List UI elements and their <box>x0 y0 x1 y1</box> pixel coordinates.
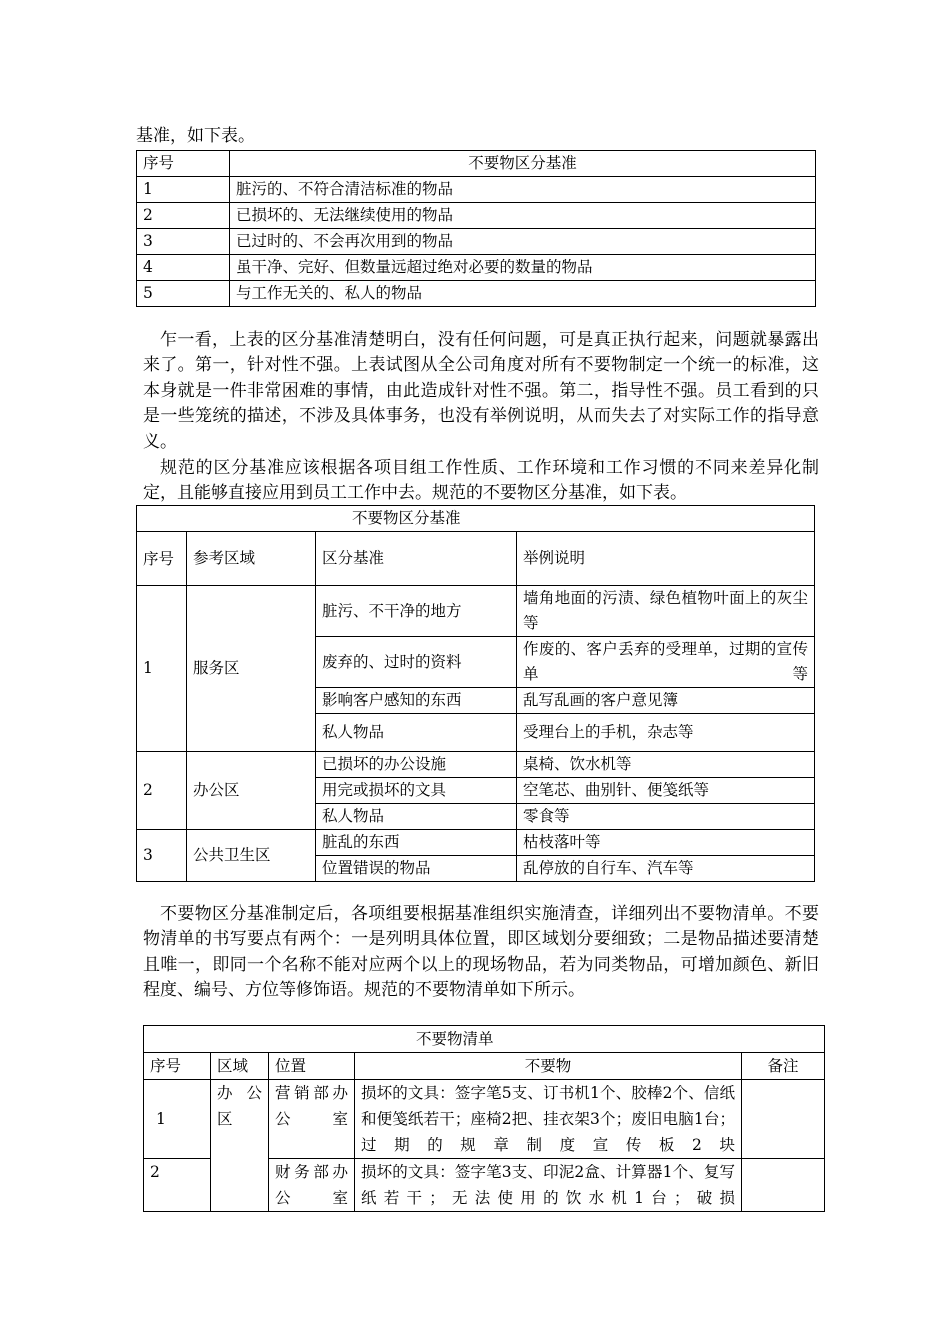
header-cell: 不要物区分基准 <box>230 151 816 177</box>
unneeded-items-list-table <box>143 1025 825 1212</box>
header-cell: 位置 <box>269 1053 355 1080</box>
example-cell: 桌椅、饮水机等 <box>517 752 815 778</box>
header-cell: 备注 <box>742 1053 825 1080</box>
row-number: 4 <box>137 255 230 281</box>
row-number: 3 <box>137 229 230 255</box>
example-cell: 墙角地面的污渍、绿色植物叶面上的灰尘等 <box>517 586 815 637</box>
header-cell: 序号 <box>137 151 230 177</box>
location-cell: 营销部办公室 <box>269 1080 355 1159</box>
header-cell: 区分基准 <box>316 532 517 586</box>
table-row <box>137 752 815 778</box>
area-name: 办公区 <box>187 752 316 830</box>
criteria-table-by-area <box>136 505 815 882</box>
area-name: 公共卫生区 <box>187 830 316 882</box>
example-cell: 乱停放的自行车、汽车等 <box>517 856 815 882</box>
criteria-cell: 已损坏的办公设施 <box>316 752 517 778</box>
header-cell: 序号 <box>137 532 187 586</box>
header-cell: 区域 <box>211 1053 269 1080</box>
table-title: 不要物清单 <box>144 1026 825 1053</box>
table-row <box>144 1080 825 1159</box>
intro-line: 基准，如下表。 <box>136 126 255 146</box>
example-cell: 受理台上的手机，杂志等 <box>517 714 815 752</box>
table-row <box>137 281 816 307</box>
header-cell: 举例说明 <box>517 532 815 586</box>
table-title: 不要物区分基准 <box>137 506 815 532</box>
paragraph-inventory: 不要物区分基准制定后，各项组要根据基准组织实施清查，详细列出不要物清单。不要物清单的书写要点有两个：一是列明具体位置，即区域划分要细致；二是物品描述要清楚且唯一，即同一个名称不能对应两个以上的现场物品，若为同类物品，可增加颜色、新旧程度、编号、方位等修饰语。规范的不要物清单如下所示。 <box>143 904 819 1001</box>
table-header-row <box>144 1053 825 1080</box>
table-row <box>137 177 816 203</box>
header-cell: 序号 <box>144 1053 211 1080</box>
table-row <box>137 229 816 255</box>
row-number: 1 <box>144 1080 211 1159</box>
items-cell: 损坏的文具：签字笔3支、印泥2盒、计算器1个、复写纸若干；无法使用的饮水机1台；破损 <box>355 1159 742 1212</box>
example-cell: 作废的、客户丢弃的受理单，过期的宣传单等 <box>517 637 815 688</box>
criteria-cell: 私人物品 <box>316 714 517 752</box>
criteria-text: 已损坏的、无法继续使用的物品 <box>230 203 816 229</box>
note-cell <box>742 1159 825 1212</box>
row-number: 5 <box>137 281 230 307</box>
group-number: 2 <box>137 752 187 830</box>
row-number: 2 <box>144 1159 211 1212</box>
table-header-row <box>137 532 815 586</box>
location-cell: 财务部办公室 <box>269 1159 355 1212</box>
header-cell: 参考区域 <box>187 532 316 586</box>
area-name: 服务区 <box>187 586 316 752</box>
table-row <box>137 203 816 229</box>
items-cell: 损坏的文具：签字笔5支、订书机1个、胶棒2个、信纸和便笺纸若干；座椅2把、挂衣架3个；废旧电脑1台；过期的规章制度宣传板2块 <box>355 1080 742 1159</box>
table-row <box>137 586 815 637</box>
group-number: 3 <box>137 830 187 882</box>
criteria-cell: 影响客户感知的东西 <box>316 688 517 714</box>
example-cell: 零食等 <box>517 804 815 830</box>
row-number: 2 <box>137 203 230 229</box>
table-title-row <box>137 506 815 532</box>
criteria-cell: 废弃的、过时的资料 <box>316 637 517 688</box>
criteria-cell: 脏污、不干净的地方 <box>316 586 517 637</box>
table-title-row <box>144 1026 825 1053</box>
paragraph-analysis: 乍一看，上表的区分基准清楚明白，没有任何问题，可是真正执行起来，问题就暴露出来了。第一，针对性不强。上表试图从全公司角度对所有不要物制定一个统一的标准，这本身就是一件非常困难的事情，由此造成针对性不强。第二，指导性不强。员工看到的只是一些笼统的描述，不涉及具体事务，也没有举例说明，从而失去了对实际工作的指导意义。 <box>143 330 819 452</box>
paragraph-guideline: 规范的区分基准应该根据各项目组工作性质、工作环境和工作习惯的不同来差异化制定，且能够直接应用到员工工作中去。规范的不要物区分基准，如下表。 <box>143 458 819 504</box>
example-cell: 乱写乱画的客户意见簿 <box>517 688 815 714</box>
row-number: 1 <box>137 177 230 203</box>
note-cell <box>742 1080 825 1159</box>
criteria-cell: 位置错误的物品 <box>316 856 517 882</box>
criteria-cell: 用完或损坏的文具 <box>316 778 517 804</box>
criteria-text: 脏污的、不符合清洁标准的物品 <box>230 177 816 203</box>
criteria-text: 与工作无关的、私人的物品 <box>230 281 816 307</box>
table-header-row <box>137 151 816 177</box>
criteria-cell: 私人物品 <box>316 804 517 830</box>
example-cell: 空笔芯、曲别针、便笺纸等 <box>517 778 815 804</box>
criteria-text: 虽干净、完好、但数量远超过绝对必要的数量的物品 <box>230 255 816 281</box>
criteria-table-general <box>136 150 816 307</box>
criteria-text: 已过时的、不会再次用到的物品 <box>230 229 816 255</box>
group-number: 1 <box>137 586 187 752</box>
table-row <box>137 255 816 281</box>
criteria-cell: 脏乱的东西 <box>316 830 517 856</box>
header-cell: 不要物 <box>355 1053 742 1080</box>
area-cell: 办公区 <box>211 1080 269 1212</box>
table-row <box>137 830 815 856</box>
example-cell: 枯枝落叶等 <box>517 830 815 856</box>
